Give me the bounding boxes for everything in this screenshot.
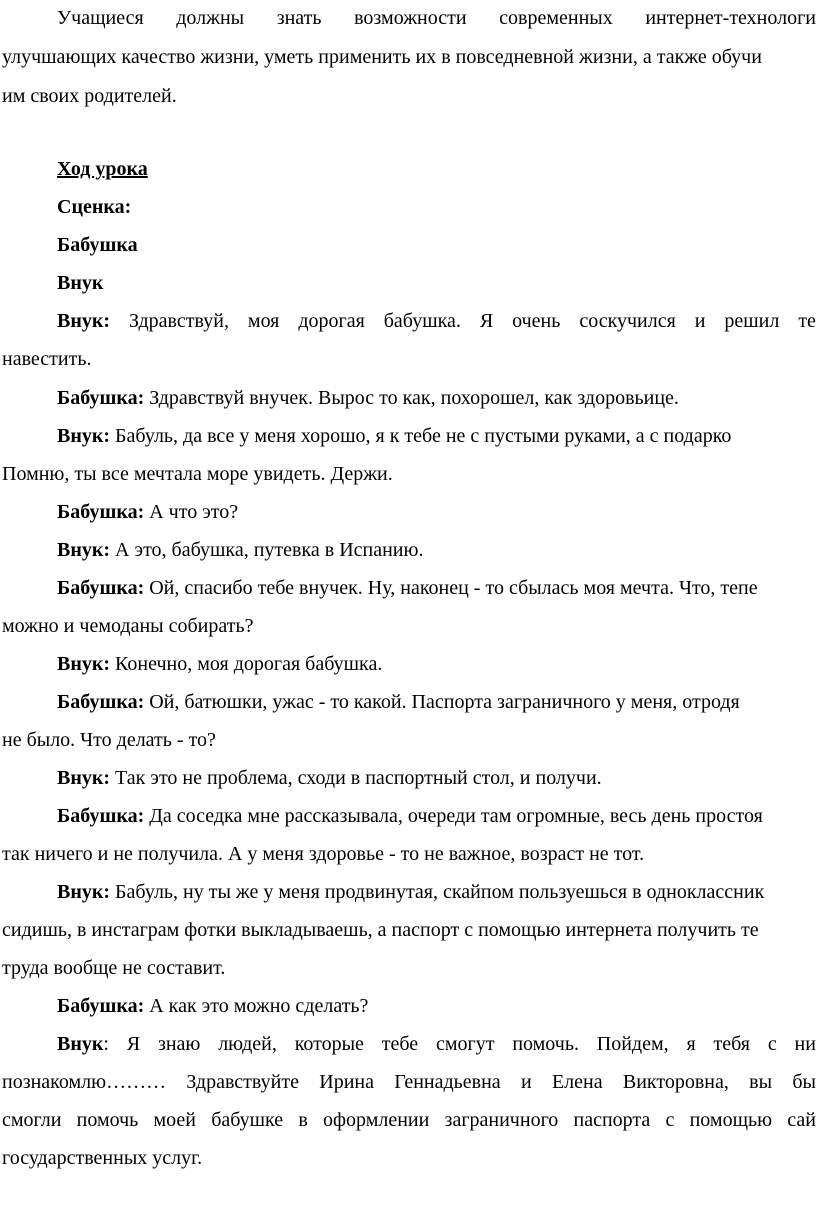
dialogue-word: я [686, 1033, 696, 1055]
speaker-label: Внук: [57, 539, 111, 561]
dialogue-word: смогли [2, 1109, 62, 1131]
dialogue-word: знаю [157, 1033, 201, 1055]
dialogue-word: вы [749, 1071, 773, 1093]
dialogue-continuation: так ничего и не получила. А у меня здоровье - то не важное, возраст не тот. [2, 843, 645, 865]
dialogue-word: моя [247, 310, 280, 332]
dialogue-word: ни [794, 1033, 816, 1055]
speaker-label: Бабушка: [57, 387, 145, 409]
dialogue-word: сай [787, 1109, 816, 1131]
speaker-label: Бабушка: [57, 995, 145, 1017]
dialogue-word: Я [479, 310, 494, 332]
dialogue-line [57, 575, 758, 601]
dialogue-word: тебе [381, 1033, 419, 1055]
dialogue-text: А что это? [144, 501, 239, 523]
speaker-label: Внук: [57, 881, 111, 903]
dialogue-line [57, 689, 740, 715]
dialogue-continuation: Помню, ты все мечтала море увидеть. Держи. [2, 463, 393, 485]
intro-word: знать [276, 7, 322, 29]
dialogue-word: дорогая [298, 310, 365, 332]
dialogue-word: решил [724, 310, 780, 332]
dialogue-word: : [103, 1033, 109, 1055]
scene-label: Сценка: [57, 196, 132, 218]
character-grandson: Внук [57, 272, 104, 294]
speaker-label: Внук: [57, 767, 111, 789]
dialogue-line [57, 308, 816, 334]
dialogue-word: моей [153, 1109, 196, 1131]
dialogue-text: Ой, батюшки, ужас - то какой. Паспорта заграничного у меня, отродя [144, 691, 740, 713]
dialogue-continuation [2, 1107, 816, 1133]
intro-word: возможности [354, 7, 467, 29]
dialogue-word: и [694, 310, 706, 332]
dialogue-text: Да соседка мне рассказывала, очереди там огромные, весь день простоя [144, 805, 763, 827]
dialogue-line [57, 765, 602, 791]
intro-line-1 [57, 5, 816, 31]
intro-word: современных [499, 7, 613, 29]
dialogue-word: Я [126, 1033, 141, 1055]
dialogue-word: Пойдем, [596, 1033, 669, 1055]
intro-word: Учащиеся [57, 7, 144, 29]
dialogue-text: Конечно, моя дорогая бабушка. [110, 653, 383, 675]
dialogue-word: Здравствуйте [186, 1071, 299, 1093]
speaker-label: Внук [57, 1033, 104, 1055]
speaker-label: Бабушка: [57, 805, 145, 827]
dialogue-word: очень [512, 310, 561, 332]
speaker-group [57, 1031, 109, 1057]
dialogue-line [57, 499, 238, 525]
lesson-heading: Ход урока [57, 158, 148, 180]
dialogue-line [57, 1031, 816, 1057]
speaker-label: Бабушка: [57, 577, 145, 599]
dialogue-word: бы [792, 1071, 816, 1093]
dialogue-word: Елена [551, 1071, 603, 1093]
dialogue-word: помочь. [512, 1033, 579, 1055]
dialogue-text: Здравствуй внучек. Вырос то как, похорошел, как здоровьице. [144, 387, 679, 409]
dialogue-word: с [767, 1033, 777, 1055]
dialogue-word: помочь [76, 1109, 139, 1131]
speaker-label: Внук: [57, 425, 111, 447]
dialogue-word: Геннадьевна [394, 1071, 501, 1093]
dialogue-word: помощью [689, 1109, 773, 1131]
dialogue-word: с [665, 1109, 675, 1131]
dialogue-text: Бабуль, да все у меня хорошо, я к тебе не с пустыми руками, а с подарко [110, 425, 732, 447]
dialogue-word: которые [294, 1033, 364, 1055]
dialogue-word: людей, [218, 1033, 277, 1055]
dialogue-continuation [2, 1069, 816, 1095]
character-grandmother: Бабушка [57, 234, 138, 256]
dialogue-continuation: можно и чемоданы собирать? [2, 615, 254, 637]
dialogue-text: А как это можно сделать? [144, 995, 369, 1017]
dialogue-word: и [520, 1071, 532, 1093]
dialogue-continuation: не было. Что делать - то? [2, 729, 216, 751]
dialogue-word: те [798, 310, 816, 332]
speaker-label: Внук: [57, 653, 111, 675]
dialogue-text: А это, бабушка, путевка в Испанию. [110, 539, 424, 561]
dialogue-text: Бабуль, ну ты же у меня продвинутая, скайпом пользуешься в одноклассник [110, 881, 765, 903]
dialogue-line [57, 423, 731, 449]
dialogue-word: познакомлю……… [2, 1071, 167, 1093]
dialogue-text: Ой, спасибо тебе внучек. Ну, наконец - то сбылась моя мечта. Что, тепе [144, 577, 758, 599]
dialogue-word: бабушка. [383, 310, 461, 332]
dialogue-continuation: государственных услуг. [2, 1147, 203, 1169]
dialogue-text: Так это не проблема, сходи в паспортный стол, и получи. [110, 767, 602, 789]
intro-line-3: им своих родителей. [2, 85, 177, 107]
dialogue-line [57, 993, 368, 1019]
intro-word: интернет-технологи [645, 7, 816, 29]
dialogue-continuation: сидишь, в инстаграм фотки выкладываешь, а паспорт с помощью интернета получить те [2, 919, 759, 941]
speaker-label: Бабушка: [57, 501, 145, 523]
dialogue-line [57, 537, 423, 563]
dialogue-word: смогут [436, 1033, 495, 1055]
dialogue-line [57, 385, 679, 411]
dialogue-continuation: труда вообще не составит. [2, 957, 226, 979]
dialogue-word: Викторовна, [622, 1071, 729, 1093]
intro-line-2: улучшающих качество жизни, уметь применить их в повседневной жизни, а также обучи [2, 46, 762, 68]
dialogue-word: Ирина [319, 1071, 374, 1093]
dialogue-line [57, 803, 763, 829]
intro-word: должны [176, 7, 245, 29]
dialogue-line [57, 879, 764, 905]
dialogue-word: соскучился [579, 310, 676, 332]
dialogue-word: оформлении [323, 1109, 430, 1131]
speaker-label: Бабушка: [57, 691, 145, 713]
dialogue-word: бабушке [211, 1109, 284, 1131]
speaker-label: Внук: [57, 310, 111, 332]
dialogue-word: Здравствуй, [128, 310, 229, 332]
dialogue-continuation: навестить. [2, 348, 92, 370]
dialogue-word: заграничного [444, 1109, 559, 1131]
dialogue-word: тебя [713, 1033, 750, 1055]
dialogue-line [57, 651, 382, 677]
dialogue-word: паспорта [573, 1109, 651, 1131]
dialogue-word: в [298, 1109, 308, 1131]
